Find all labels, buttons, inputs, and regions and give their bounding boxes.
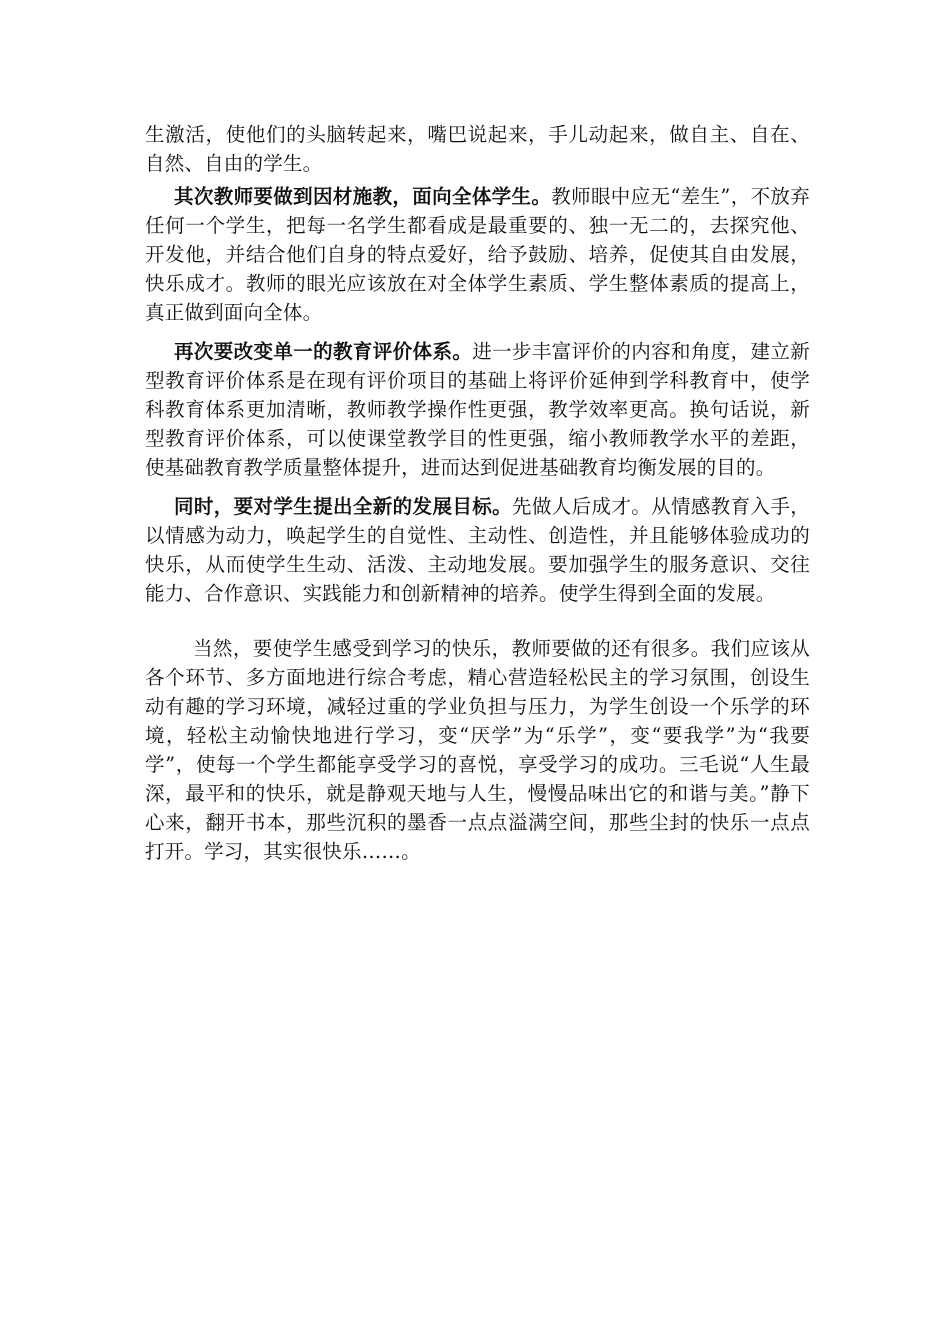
paragraph-text: 进一步丰富评价的内容和角度，建立新型教育评价体系是在现有评价项目的基础上将评价延伸到学科教育中，使学科教育体系更加清晰，教师教学操作性更强，教学效率更高。换句话说，新型教育评价体系，可以使课堂教学目的性更强，缩小教师教学水平的差距，使基础教育教学质量整体提升，进而达到促进基础教育均衡发展的目的。	[145, 340, 810, 479]
paragraph-heading: 其次教师要做到因材施教，面向全体学生。	[174, 185, 552, 208]
paragraph-text: 先做人后成才。从情感教育入手，以情感为动力，唤起学生的自觉性、主动性、创造性，并且能够体验成功的快乐，从而使学生生动、活泼、主动地发展。要加强学生的服务意识、交往能力、合作意识、实践能力和创新精神的培养。使学生得到全面的发展。	[145, 495, 810, 605]
paragraph-development-goals	[145, 492, 810, 608]
document-body	[145, 120, 810, 866]
paragraph-continuation: 生激活，使他们的头脑转起来，嘴巴说起来，手儿动起来，做自主、自在、自然、自由的学生。	[145, 123, 810, 175]
paragraph-text: 教师眼中应无“差生”，不放弃任何一个学生，把每一名学生都看成是最重要的、独一无二的，去探究他、开发他，并结合他们自身的特点爱好，给予鼓励、培养，促使其自由发展，快乐成才。教师的眼光应该放在对全体学生素质、学生整体素质的提高上，真正做到面向全体。	[145, 185, 810, 324]
paragraph-heading: 同时，要对学生提出全新的发展目标。	[174, 495, 512, 518]
paragraph-evaluation-system	[145, 337, 810, 482]
paragraph-conclusion: 当然，要使学生感受到学习的快乐，教师要做的还有很多。我们应该从各个环节、多方面地进行综合考虑，精心营造轻松民主的学习氛围，创设生动有趣的学习环境，减轻过重的学业负担与压力，为学生创设一个乐学的环境，轻松主动愉快地进行学习，变“厌学”为“乐学”，变“要我学”为“我要学”，使每一个学生都能享受学习的喜悦，享受学习的成功。三毛说“人生最深，最平和的快乐，就是静观天地与人生，慢慢品味出它的和谐与美。”静下心来，翻开书本，那些沉积的墨香一点点溢满空间，那些尘封的快乐一点点打开。学习，其实很快乐……。	[145, 637, 810, 863]
paragraph-teach-all-students	[145, 182, 810, 327]
paragraph-heading: 再次要改变单一的教育评价体系。	[174, 340, 473, 363]
